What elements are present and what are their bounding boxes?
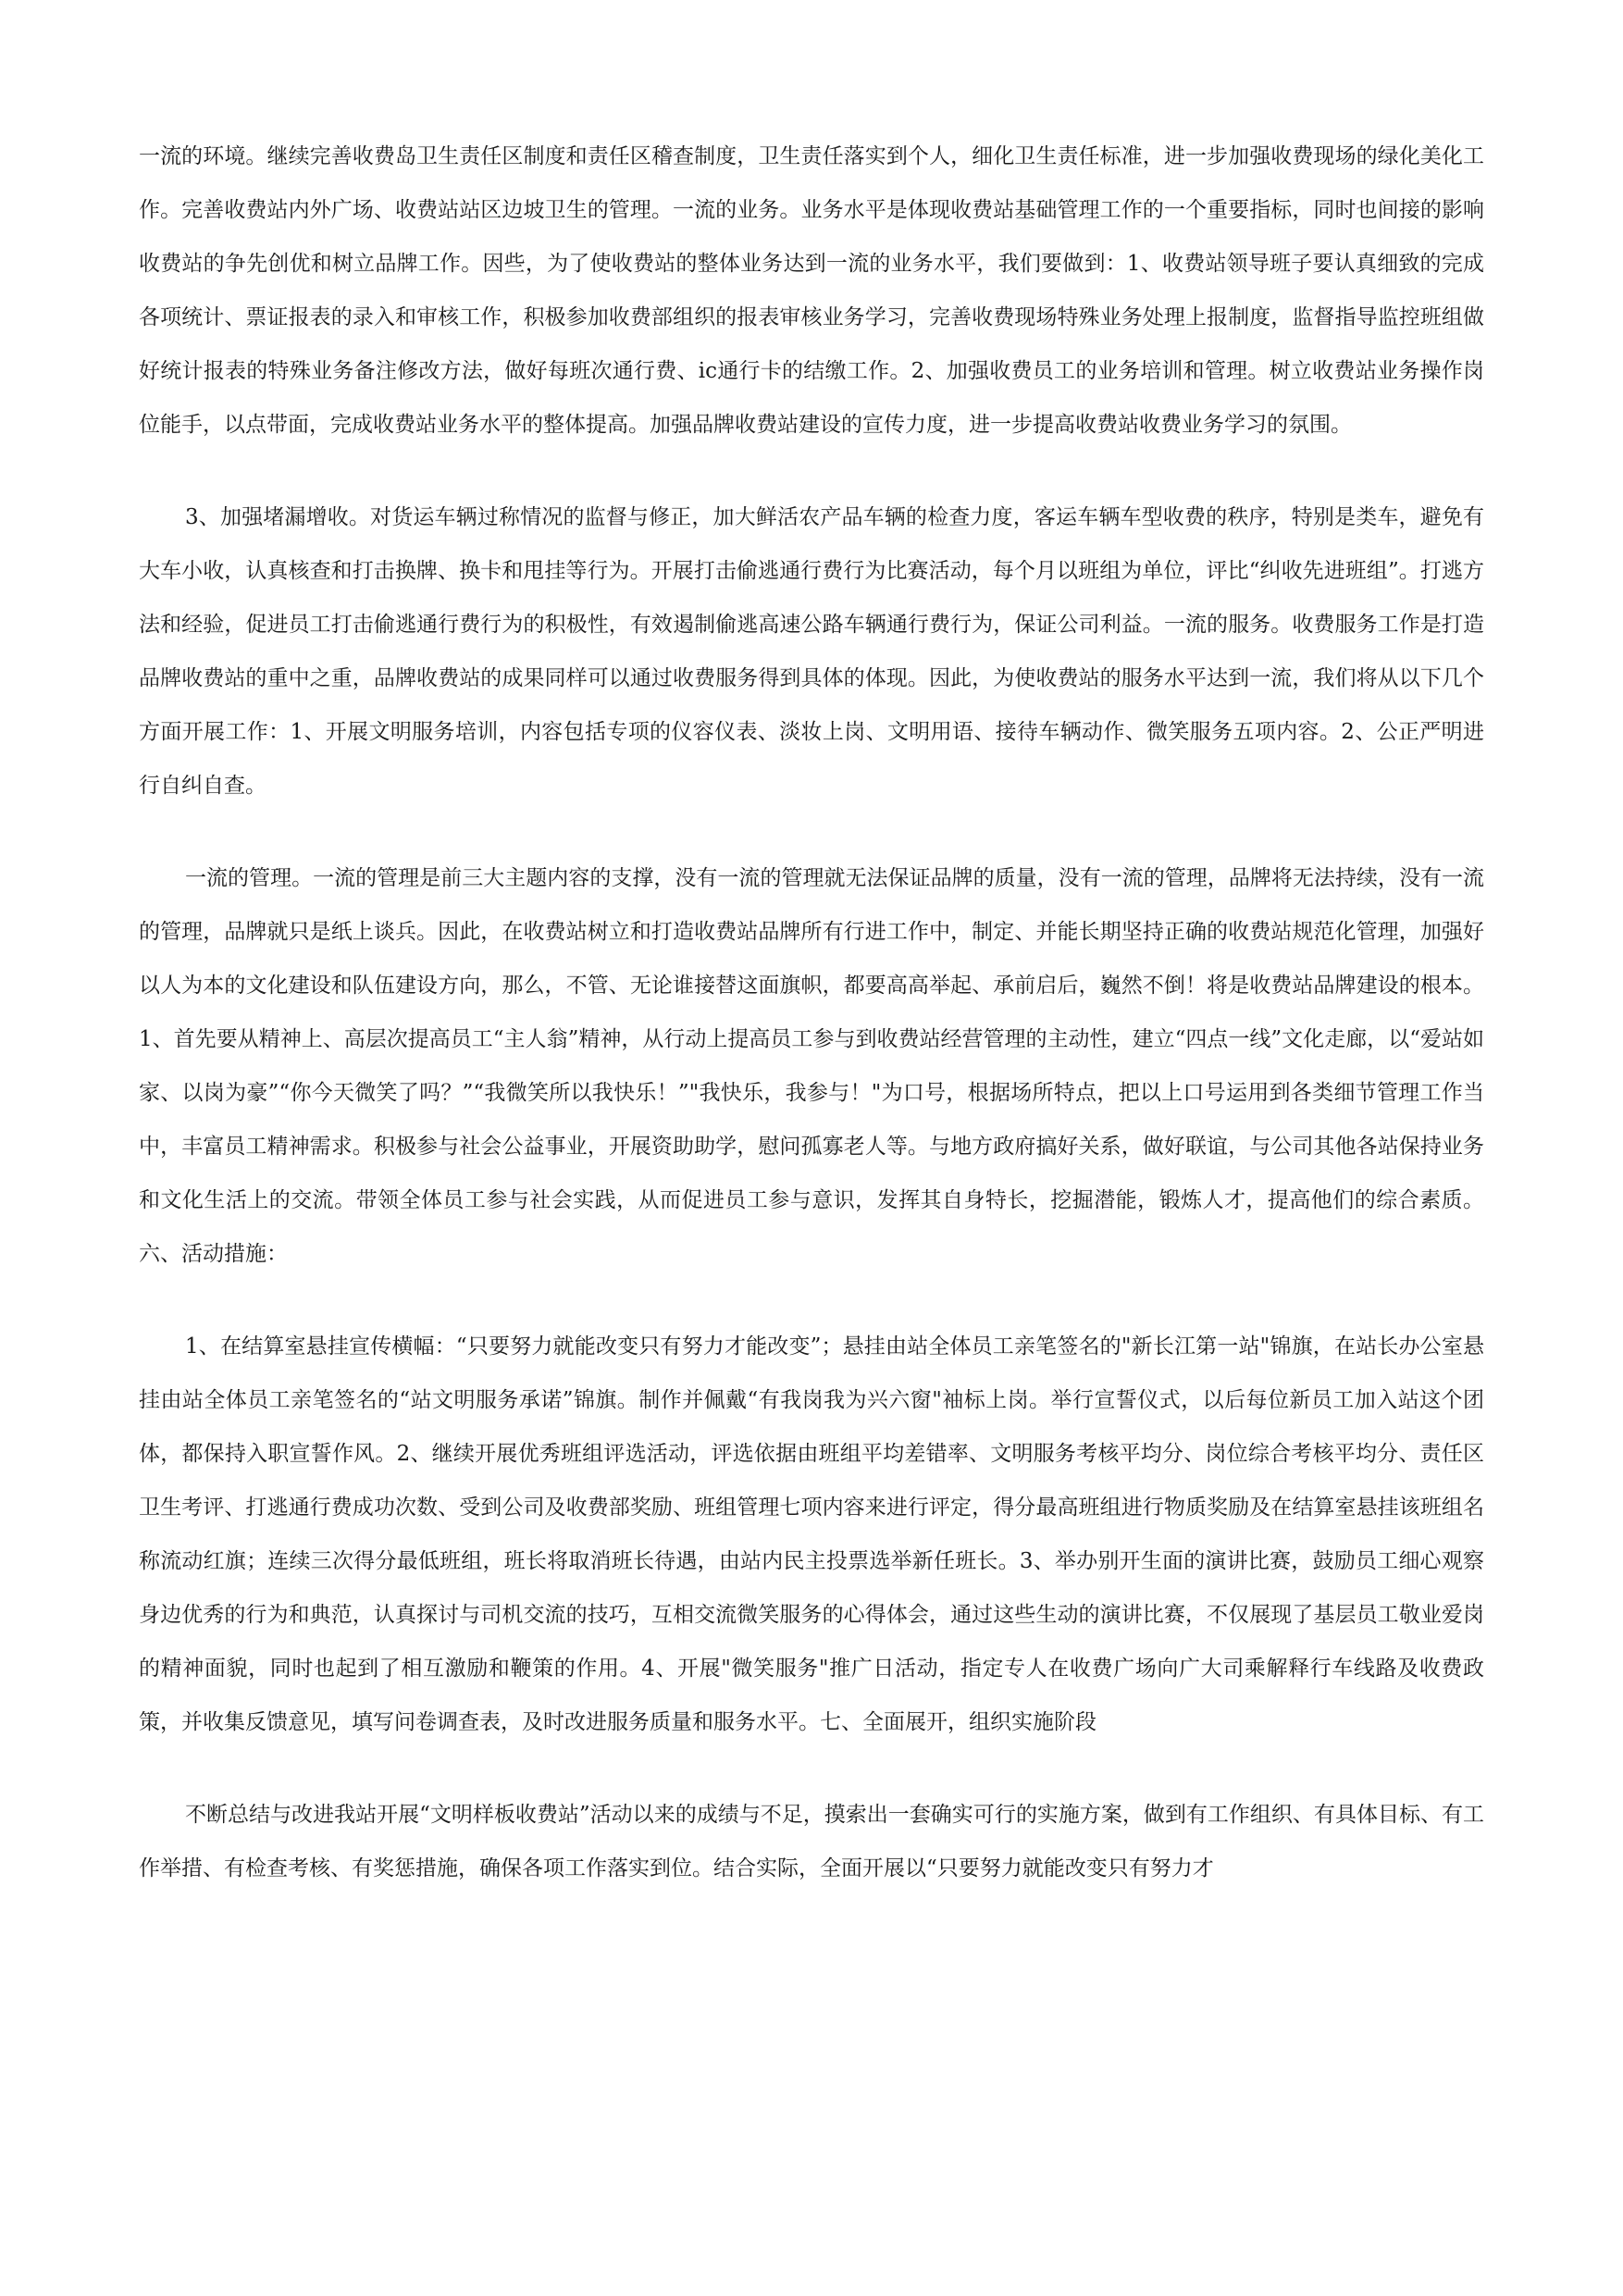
- document-page: [139, 130, 1484, 1934]
- paragraph-activity-measures: 1、在结算室悬挂宣传横幅：“只要努力就能改变只有努力才能改变”；悬挂由站全体员工亲笔签名的"新长江第一站"锦旗，在站长办公室悬挂由站全体员工亲笔签名的“站文明服务承诺”锦旗。制作并佩戴“有我岗我为兴六窗"袖标上岗。举行宣誓仪式，以后每位新员工加入站这个团体，都保持入职宣誓作风。2、继续开展优秀班组评选活动，评选依据由班组平均差错率、文明服务考核平均分、岗位综合考核平均分、责任区卫生考评、打逃通行费成功次数、受到公司及收费部奖励、班组管理七项内容来进行评定，得分最高班组进行物质奖励及在结算室悬挂该班组名称流动红旗；连续三次得分最低班组，班长将取消班长待遇，由站内民主投票选举新任班长。3、举办别开生面的演讲比赛，鼓励员工细心观察身边优秀的行为和典范，认真探讨与司机交流的技巧，互相交流微笑服务的心得体会，通过这些生动的演讲比赛，不仅展现了基层员工敬业爱岗的精神面貌，同时也起到了相互激励和鞭策的作用。4、开展"微笑服务"推广日活动，指定专人在收费广场向广大司乘解释行车线路及收费政策，并收集反馈意见，填写问卷调查表，及时改进服务质量和服务水平。七、全面展开，组织实施阶段: [139, 1334, 1484, 1734]
- paragraph-environment-business: 一流的环境。继续完善收费岛卫生责任区制度和责任区稽查制度，卫生责任落实到个人，细化卫生责任标准，进一步加强收费现场的绿化美化工作。完善收费站内外广场、收费站站区边坡卫生的管理。一流的业务。业务水平是体现收费站基础管理工作的一个重要指标，同时也间接的影响收费站的争先创优和树立品牌工作。因些，为了使收费站的整体业务达到一流的业务水平，我们要做到：1、收费站领导班子要认真细致的完成各项统计、票证报表的录入和审核工作，积极参加收费部组织的报表审核业务学习，完善收费现场特殊业务处理上报制度，监督指导监控班组做好统计报表的特殊业务备注修改方法，做好每班次通行费、ic通行卡的结缴工作。2、加强收费员工的业务培训和管理。树立收费站业务操作岗位能手，以点带面，完成收费站业务水平的整体提高。加强品牌收费站建设的宣传力度，进一步提高收费站收费业务学习的氛围。: [139, 144, 1484, 437]
- paragraph-management: 一流的管理。一流的管理是前三大主题内容的支撑，没有一流的管理就无法保证品牌的质量，没有一流的管理，品牌将无法持续，没有一流的管理，品牌就只是纸上谈兵。因此，在收费站树立和打造收费站品牌所有行进工作中，制定、并能长期坚持正确的收费站规范化管理，加强好以人为本的文化建设和队伍建设方向，那么，不管、无论谁接替这面旗帜，都要高高举起、承前启后，巍然不倒！将是收费站品牌建设的根本。1、首先要从精神上、高层次提高员工“主人翁”精神，从行动上提高员工参与到收费站经营管理的主动性，建立“四点一线”文化走廊，以“爱站如家、以岗为豪”“你今天微笑了吗？”“我微笑所以我快乐！”"我快乐，我参与！"为口号，根据场所特点，把以上口号运用到各类细节管理工作当中，丰富员工精神需求。积极参与社会公益事业，开展资助助学，慰问孤寡老人等。与地方政府搞好关系，做好联谊，与公司其他各站保持业务和文化生活上的交流。带领全体员工参与社会实践，从而促进员工参与意识，发挥其自身特长，挖掘潜能，锻炼人才，提高他们的综合素质。六、活动措施：: [139, 866, 1484, 1266]
- paragraph-implementation: 不断总结与改进我站开展“文明样板收费站”活动以来的成绩与不足，摸索出一套确实可行的实施方案，做到有工作组织、有具体目标、有工作举措、有检查考核、有奖惩措施，确保各项工作落实到位。结合实际，全面开展以“只要努力就能改变只有努力才: [139, 1803, 1484, 1880]
- paragraph-revenue-service: 3、加强堵漏增收。对货运车辆过称情况的监督与修正，加大鲜活农产品车辆的检查力度，客运车辆车型收费的秩序，特别是类车，避免有大车小收，认真核查和打击换牌、换卡和甩挂等行为。开展打击偷逃通行费行为比赛活动，每个月以班组为单位，评比“纠收先进班组”。打逃方法和经验，促进员工打击偷逃通行费行为的积极性，有效遏制偷逃高速公路车辆通行费行为，保证公司利益。一流的服务。收费服务工作是打造品牌收费站的重中之重，品牌收费站的成果同样可以通过收费服务得到具体的体现。因此，为使收费站的服务水平达到一流，我们将从以下几个方面开展工作：1、开展文明服务培训，内容包括专项的仪容仪表、淡妆上岗、文明用语、接待车辆动作、微笑服务五项内容。2、公正严明进行自纠自查。: [139, 505, 1484, 798]
